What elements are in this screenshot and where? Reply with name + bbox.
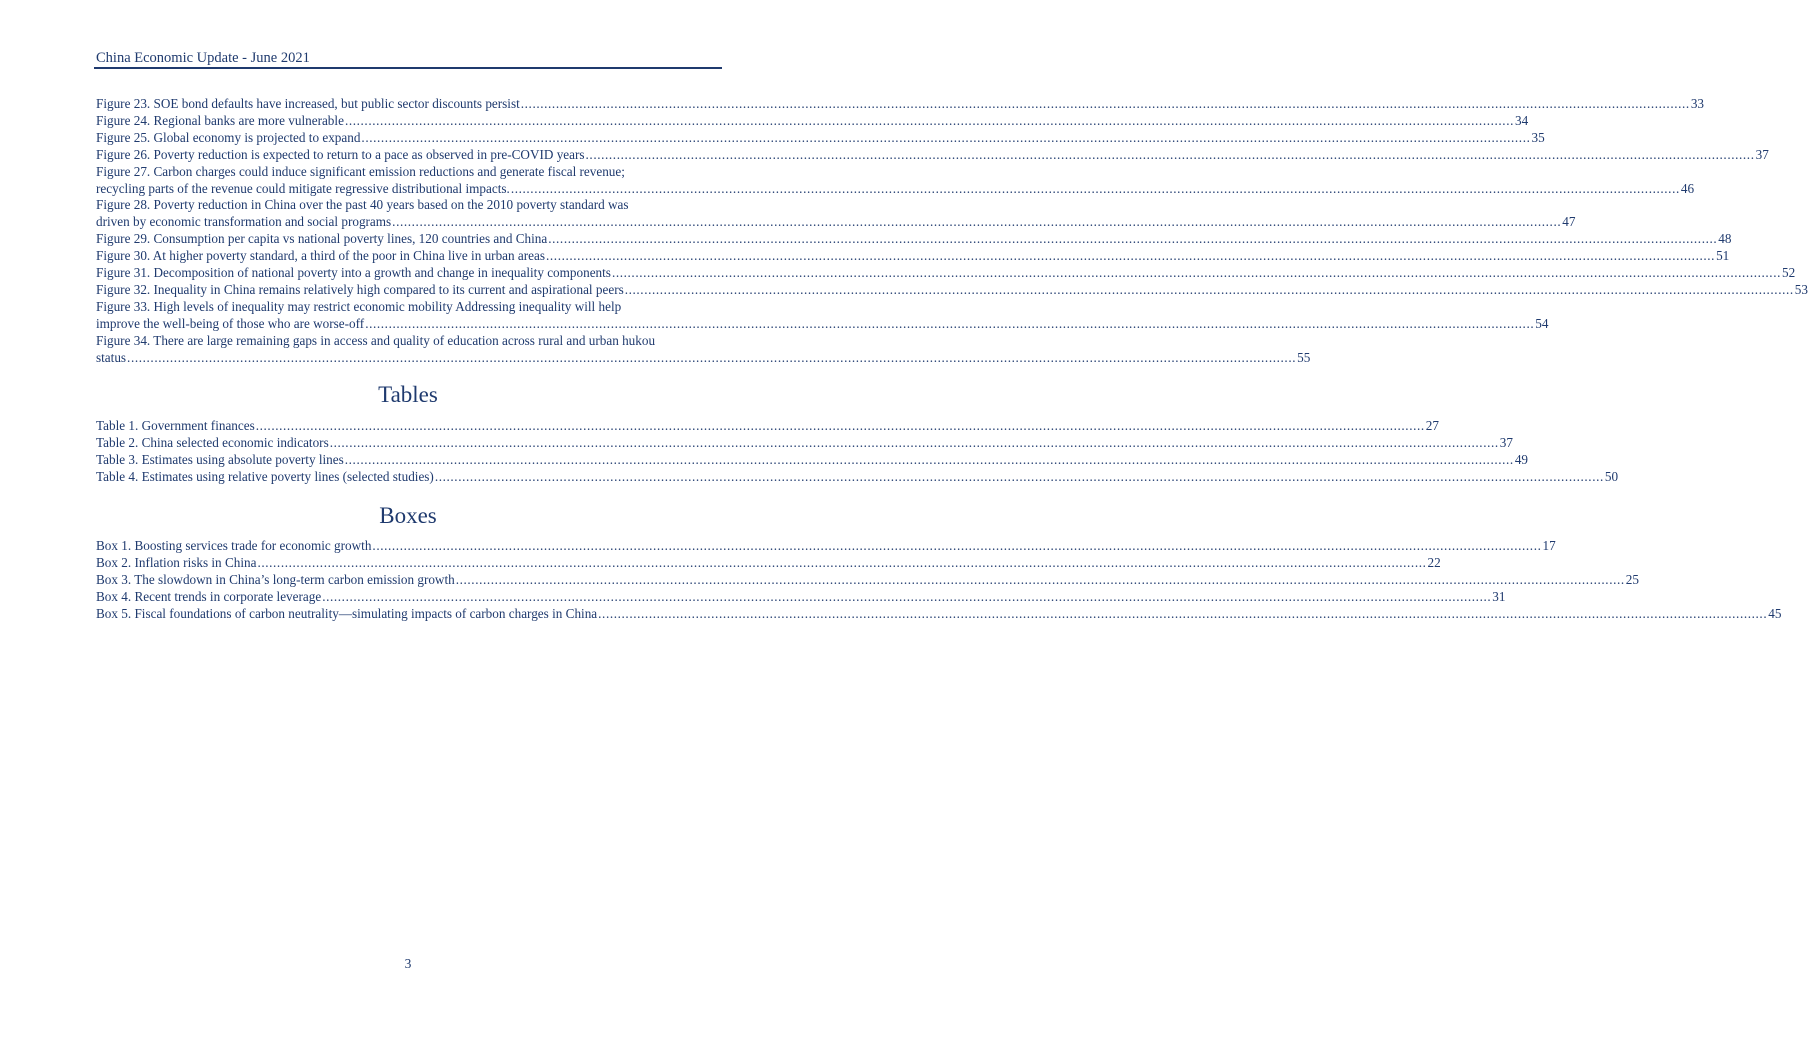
list-of-tables — [96, 418, 1619, 486]
toc-entry[interactable] — [96, 554, 1441, 572]
toc-page-number: 53 — [1794, 281, 1808, 297]
list-of-figures — [96, 96, 1808, 367]
boxes-heading: Boxes — [379, 503, 437, 528]
toc-entry-final-line — [96, 146, 1769, 164]
toc-entry[interactable] — [96, 588, 1506, 606]
toc-entry[interactable] — [96, 418, 1439, 435]
toc-entry-title: status — [96, 349, 127, 365]
toc-entry-final-line — [96, 214, 1576, 231]
toc-entry-title: Figure 25. Global economy is projected to expand — [96, 129, 361, 145]
page-number: 3 — [404, 956, 412, 971]
toc-entry-final-line — [96, 554, 1441, 572]
toc-page-number: 49 — [1514, 451, 1529, 467]
toc-leader-dots: ............................................................................................................................................................................................................................................................................................................ — [520, 96, 1690, 111]
toc-leader-dots: ............................................................................................................................................................................................................................................................................................................ — [255, 418, 1425, 433]
toc-entry-final-line — [96, 588, 1506, 606]
toc-entry-title: Figure 24. Regional banks are more vulnerable — [96, 112, 344, 128]
toc-entry-title: recycling parts of the revenue could mitigate regressive distributional impacts. — [96, 180, 510, 196]
toc-leader-dots: ............................................................................................................................................................................................................................................................................................................ — [127, 349, 1297, 365]
toc-entry-title: Figure 30. At higher poverty standard, a third of the poor in China live in urban areas — [96, 248, 545, 264]
toc-entry[interactable] — [96, 468, 1619, 486]
toc-page-number: 25 — [1625, 571, 1639, 587]
toc-entry-title: Figure 23. SOE bond defaults have increased, but public sector discounts persist — [96, 96, 520, 111]
toc-entry[interactable] — [96, 163, 1695, 198]
toc-entry-title: Table 3. Estimates using absolute poverty lines — [96, 451, 344, 467]
toc-entry-final-line — [96, 434, 1513, 452]
toc-leader-dots: ............................................................................................................................................................................................................................................................................................................ — [344, 451, 1514, 467]
toc-entry[interactable] — [96, 538, 1556, 555]
toc-entry-title: Figure 32. Inequality in China remains relatively high compared to its current and aspirational peers — [96, 281, 624, 297]
toc-leader-dots: ............................................................................................................................................................................................................................................................................................................ — [598, 605, 1768, 621]
toc-entry-title: Figure 31. Decomposition of national poverty into a growth and change in inequality components — [96, 265, 611, 281]
toc-page-number: 34 — [1515, 112, 1529, 128]
toc-entry-title: improve the well-being of those who are worse-off — [96, 315, 365, 331]
running-header: China Economic Update - June 2021 — [96, 50, 310, 66]
toc-leader-dots: ............................................................................................................................................................................................................................................................................................................ — [344, 112, 1514, 128]
toc-entry[interactable] — [96, 129, 1545, 147]
toc-entry-title: Box 1. Boosting services trade for economic growth — [96, 538, 372, 553]
toc-entry-title: Figure 29. Consumption per capita vs national poverty lines, 120 countries and China — [96, 231, 548, 247]
toc-page-number: 47 — [1562, 214, 1576, 230]
toc-entry[interactable] — [96, 571, 1639, 589]
toc-page-number: 17 — [1542, 538, 1556, 553]
toc-leader-dots: ............................................................................................................................................................................................................................................................................................................ — [455, 571, 1625, 587]
toc-page-number: 27 — [1425, 418, 1439, 433]
toc-entry-title: Box 4. Recent trends in corporate leverage — [96, 588, 322, 604]
toc-entry[interactable] — [96, 197, 1576, 231]
toc-leader-dots: ............................................................................................................................................................................................................................................................................................................ — [322, 588, 1492, 604]
toc-page-number: 35 — [1531, 129, 1545, 145]
toc-page-number: 33 — [1690, 96, 1704, 111]
toc-leader-dots: ............................................................................................................................................................................................................................................................................................................ — [329, 434, 1499, 450]
toc-entry-title: Box 3. The slowdown in China’s long-term carbon emission growth — [96, 571, 455, 587]
toc-entry-line: Figure 34. There are large remaining gaps in access and quality of education across rural and urban hukou — [96, 332, 656, 348]
toc-page-number: 52 — [1782, 265, 1796, 281]
toc-entry-final-line — [96, 349, 1311, 367]
toc-entry[interactable] — [96, 451, 1529, 469]
toc-entry-final-line — [96, 468, 1619, 486]
toc-entry-title: Figure 26. Poverty reduction is expected to return to a pace as observed in pre-COVID years — [96, 146, 585, 162]
toc-leader-dots: ............................................................................................................................................................................................................................................................................................................ — [510, 180, 1680, 196]
toc-entry-final-line — [96, 180, 1695, 198]
toc-leader-dots: ............................................................................................................................................................................................................................................................................................................ — [392, 214, 1562, 230]
toc-leader-dots: ............................................................................................................................................................................................................................................................................................................ — [365, 315, 1535, 331]
toc-entry[interactable] — [96, 298, 1549, 333]
toc-page-number: 55 — [1297, 349, 1311, 365]
toc-entry-final-line — [96, 418, 1439, 435]
toc-page-number: 31 — [1492, 588, 1506, 604]
toc-entry-final-line — [96, 605, 1782, 623]
toc-entry[interactable] — [96, 281, 1808, 299]
toc-page-number: 54 — [1535, 315, 1549, 331]
toc-entry-line: Figure 27. Carbon charges could induce significant emission reductions and generate fiscal revenue; — [96, 163, 625, 179]
toc-entry-line: Figure 28. Poverty reduction in China over the past 40 years based on the 2010 poverty standard was — [96, 197, 629, 213]
toc-leader-dots: ............................................................................................................................................................................................................................................................................................................ — [624, 281, 1794, 297]
toc-entry-final-line — [96, 281, 1808, 299]
toc-page-number: 46 — [1680, 180, 1695, 196]
toc-leader-dots: ............................................................................................................................................................................................................................................................................................................ — [361, 129, 1531, 145]
toc-entry-title: Box 5. Fiscal foundations of carbon neutrality—simulating impacts of carbon charges in China — [96, 605, 598, 621]
toc-entry[interactable] — [96, 434, 1513, 452]
toc-leader-dots: ............................................................................................................................................................................................................................................................................................................ — [611, 265, 1781, 281]
toc-entry-final-line — [96, 129, 1545, 147]
toc-entry-final-line — [96, 571, 1639, 589]
toc-entry-final-line — [96, 451, 1529, 469]
toc-leader-dots: ............................................................................................................................................................................................................................................................................................................ — [257, 554, 1427, 570]
toc-leader-dots: ............................................................................................................................................................................................................................................................................................................ — [434, 468, 1604, 484]
toc-entry[interactable] — [96, 96, 1704, 113]
tables-heading: Tables — [378, 382, 438, 407]
toc-page-number: 48 — [1718, 231, 1732, 247]
toc-entry[interactable] — [96, 248, 1730, 265]
toc-entry[interactable] — [96, 605, 1782, 623]
toc-entry-final-line — [96, 265, 1796, 282]
toc-entry-final-line — [96, 112, 1529, 130]
toc-page-number: 45 — [1768, 605, 1782, 621]
toc-leader-dots: ............................................................................................................................................................................................................................................................................................................ — [585, 146, 1755, 162]
toc-page-number: 22 — [1427, 554, 1441, 570]
toc-entry[interactable] — [96, 265, 1796, 282]
header-rule — [94, 67, 722, 69]
toc-entry-final-line — [96, 315, 1549, 333]
toc-entry[interactable] — [96, 332, 1311, 367]
toc-page-number: 37 — [1499, 434, 1513, 450]
toc-entry-title: Table 2. China selected economic indicators — [96, 434, 329, 450]
toc-entry[interactable] — [96, 231, 1732, 248]
toc-page-number: 50 — [1604, 468, 1619, 484]
toc-entry-line: Figure 33. High levels of inequality may restrict economic mobility Addressing inequality will help — [96, 298, 622, 314]
list-of-boxes — [96, 538, 1782, 623]
toc-entry-final-line — [96, 96, 1704, 113]
toc-entry-final-line — [96, 248, 1730, 265]
toc-leader-dots: ............................................................................................................................................................................................................................................................................................................ — [372, 538, 1542, 553]
toc-leader-dots: ............................................................................................................................................................................................................................................................................................................ — [546, 248, 1716, 264]
toc-entry[interactable] — [96, 146, 1769, 164]
toc-page-number: 51 — [1716, 248, 1730, 264]
toc-page-number: 37 — [1755, 146, 1769, 162]
toc-entry-title: driven by economic transformation and social programs — [96, 214, 392, 230]
toc-entry-final-line — [96, 231, 1732, 248]
toc-entry-title: Table 1. Government finances — [96, 418, 255, 433]
toc-leader-dots: ............................................................................................................................................................................................................................................................................................................ — [548, 231, 1718, 247]
toc-entry[interactable] — [96, 112, 1529, 130]
toc-entry-title: Table 4. Estimates using relative poverty lines (selected studies) — [96, 468, 434, 484]
toc-entry-final-line — [96, 538, 1556, 555]
toc-entry-title: Box 2. Inflation risks in China — [96, 554, 257, 570]
